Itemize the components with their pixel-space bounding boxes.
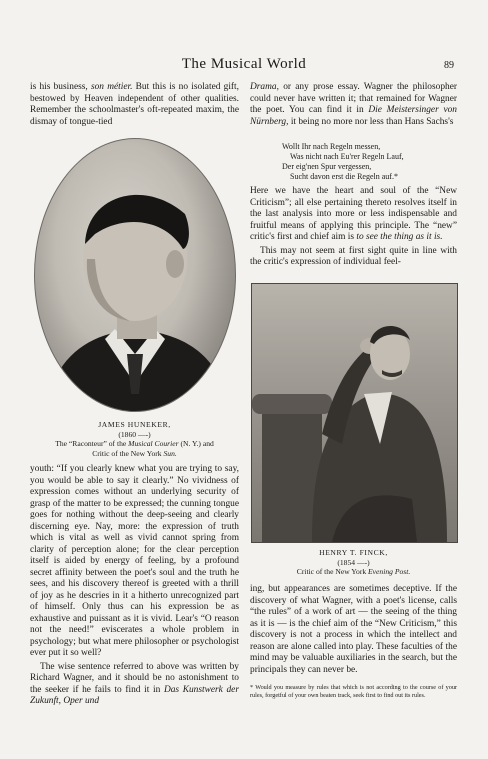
caption-name: JAMES HUNEKER, [98,420,171,429]
paragraph: Drama, or any prose essay. Wagner the philosopher could never have written it; that remained for Wagner the poet. You can find it in Die Meistersinger von Nürnberg, it being no more nor less than Hans Sachs's [250,82,457,127]
paragraph: This may not seem at first sight quite in line with the critic's expression of individual feel- [250,245,457,267]
verse-line: Der eig'nen Spur vergessen, [282,162,372,171]
portrait-caption-huneker [30,420,239,458]
verse-line: Was nicht nach Eu'rer Regeln Lauf, [290,152,404,161]
caption-dates: (1860 —-) [118,429,151,439]
paragraph: is his business, son métier. But this is no isolated gift, bestowed by Heaven independent of other qualities. Remember the schoolmaster's oft-repeated maxim, the dismay of tongue-tied [30,82,240,127]
paragraph: Here we have the heart and soul of the “New Criticism”; all else pertaining thereto resolves itself in the last analysis into more or less indispensable and fruitful means of applying this principle. The “new” critic's first and chief aim is to see the thing as it is. [250,186,457,242]
portrait-photo-finck [251,283,458,543]
page-header-title: The Musical World [181,56,307,72]
paragraph: youth: “If you clearly knew what you are trying to say, you would be able to say it clearly.” No vividness of expression comes without an underlying security of grasp of the matter to be expressed; the cunning tongue goes for nothing without the deep-seeing and clearly discerning eye. Nay, more: the expression of truth which is vital as well as vivid cannot spring from clarity of perception alone; for the clear perception itself is aided by energy of feeling, by a profound secret affinity between the poet's soul and the truth he sees, and his discovery thereof is greeted with a thrill of joy as he descries in it a hitherto unrecognized part of himself. Only thus can his expression be as exhaustive and puissant as it is vivid. Lear's “O reason not the need!” eviscerates a whole problem in psychology; but what mere philosopher or psychologist ever put it so well? [30,464,239,658]
right-column-middle [250,186,457,271]
page-number: 89 [444,60,454,71]
caption-line: Critic of the New York Sun. [92,448,177,458]
footnote: * Would you measure by rules that which is not according to the course of your rules, forgetful of your own beaten track, seek first to find out its rules. [250,684,457,699]
left-column-top [30,82,239,130]
portrait-illustration-finck [252,284,457,542]
portrait-caption-finck [250,548,457,577]
verse-line: Sucht davon erst die Regeln auf.* [290,172,398,181]
paragraph: ing, but appearances are sometimes deceptive. If the discovery of what Wagner, with a poet's license, calls “the rules” of a work of art — the seeing of the thing as it is — is the chief aim of the “New Criticism,” this discovery is not a process in which the intellect and reason are alone called into play. These faculties of the mind may be valuable auxiliaries in the search, but the principals they can never be. [250,584,457,675]
left-column-bottom [30,464,239,710]
right-column-top [250,82,457,130]
caption-line: The “Raconteur” of the Musical Courier (N. Y.) and [55,439,214,448]
caption-line: Critic of the New York Evening Post. [296,567,411,576]
paragraph: The wise sentence referred to above was written by Richard Wagner, and it should be no astonishment to the seeker if he fails to find it in Das Kunstwerk der Zukunft, Oper und [30,661,239,706]
caption-dates: (1854 —-) [337,557,370,567]
right-column-bottom [250,584,457,678]
verse-line: Wollt Ihr nach Regeln messen, [282,142,381,151]
german-verse [282,142,452,182]
portrait-photo-huneker [34,138,236,412]
portrait-illustration-huneker [35,139,235,411]
caption-name: HENRY T. FINCK, [319,548,388,557]
